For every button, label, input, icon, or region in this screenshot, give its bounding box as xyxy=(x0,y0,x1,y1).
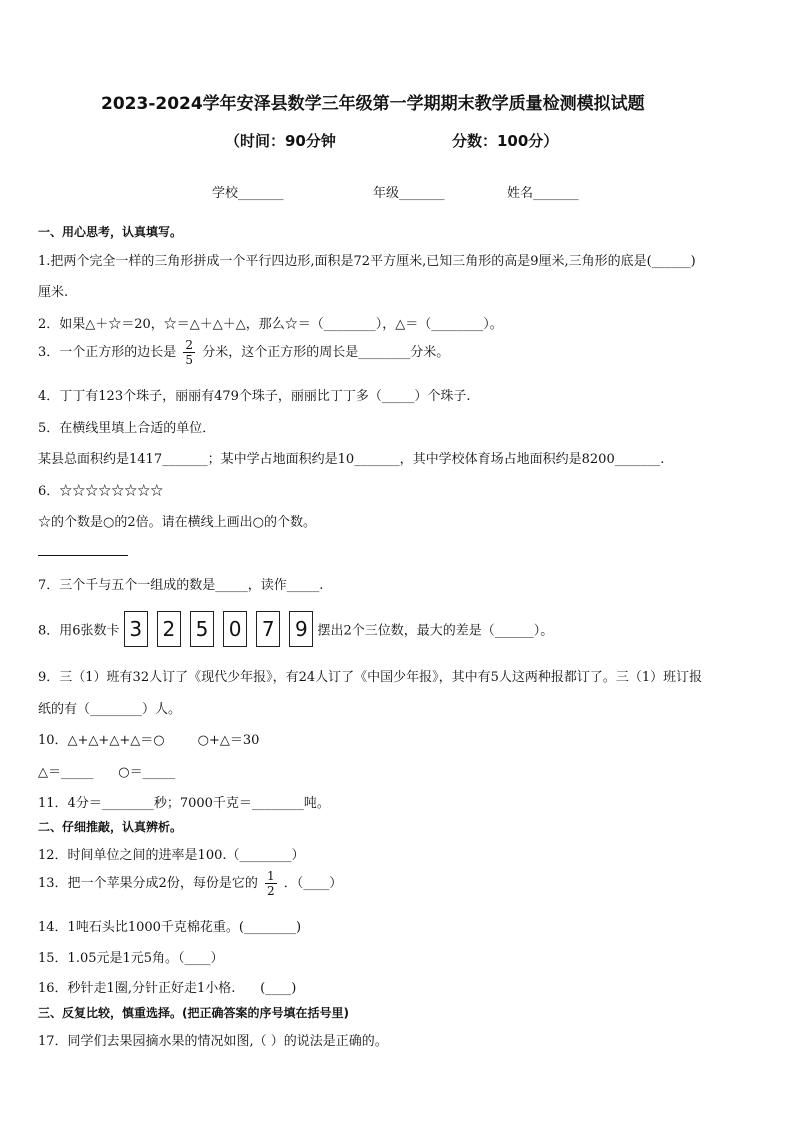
fraction-one-half xyxy=(265,869,277,898)
question-8-text-b: 摆出2个三位数，最大的差是（______）。 xyxy=(317,623,554,639)
digit-card: 5 xyxy=(190,611,214,647)
answer-line xyxy=(38,555,128,556)
score-label: 分数：100分） xyxy=(452,132,559,150)
question-16: 16．秒针走1圈,分针正好走1小格. (____) xyxy=(38,981,297,996)
fraction-two-fifths xyxy=(183,338,195,367)
digit-card: 9 xyxy=(289,611,313,647)
question-3-text-b: 分米，这个正方形的周长是________分米。 xyxy=(202,345,450,360)
question-10-line-2: △＝_____ ○＝_____ xyxy=(38,765,176,780)
question-3 xyxy=(38,338,449,367)
name-field: 姓名_______ xyxy=(507,186,579,201)
question-13 xyxy=(38,869,342,898)
question-13-text-a: 13．把一个苹果分成2份，每份是它的 xyxy=(38,876,258,891)
fraction-denominator: 5 xyxy=(185,353,194,367)
question-9-line-1: 9．三（1）班有32人订了《现代少年报》，有24人订了《中国少年报》，其中有5人这两种报都订了。三（1）班订报 xyxy=(38,670,703,685)
question-17: 17．同学们去果园摘水果的情况如图,（ ）的说法是正确的。 xyxy=(38,1034,388,1049)
grade-field: 年级_______ xyxy=(373,186,445,201)
section-2-heading: 二、仔细推敲，认真辨析。 xyxy=(38,820,183,834)
digit-card: 0 xyxy=(223,611,247,647)
question-7: 7．三个千与五个一组成的数是_____，读作_____. xyxy=(38,578,324,593)
question-10-line-1: 10．△+△+△+△＝○ ○+△＝30 xyxy=(38,733,260,748)
digit-card: 2 xyxy=(157,611,181,647)
question-9-line-2: 纸的有（________）人。 xyxy=(38,702,182,717)
section-1-heading: 一、用心思考，认真填写。 xyxy=(38,225,183,239)
question-8 xyxy=(38,611,553,647)
question-13-text-b: ．（____） xyxy=(283,876,343,891)
question-14: 14．1吨石头比1000千克棉花重。(________) xyxy=(38,920,302,935)
time-label: （时间：90分钟 xyxy=(225,132,336,150)
question-11: 11．4分＝________秒；7000千克＝________吨。 xyxy=(38,796,330,811)
section-3-heading: 三、反复比较，慎重选择。(把正确答案的序号填在括号里) xyxy=(38,1006,349,1020)
question-4: 4．丁丁有123个珠子，丽丽有479个珠子，丽丽比丁丁多（_____）个珠子. xyxy=(38,389,471,404)
question-12: 12．时间单位之间的进率是100.（________） xyxy=(38,848,305,863)
question-6-stars: 6．☆☆☆☆☆☆☆☆ xyxy=(38,484,164,499)
fraction-numerator: 1 xyxy=(266,869,275,883)
exam-title: 2023-2024学年安泽县数学三年级第一学期期末教学质量检测模拟试题 xyxy=(101,94,645,114)
question-2: 2．如果△＋☆＝20，☆＝△＋△＋△，那么☆＝（________），△＝（________）。 xyxy=(38,317,503,332)
fraction-numerator: 2 xyxy=(185,338,194,352)
question-5-line-2: 某县总面积约是1417_______；某中学占地面积约是10_______，其中学校体育场占地面积约是8200_______. xyxy=(38,452,665,467)
question-8-text-a: 8．用6张数卡 xyxy=(38,623,120,639)
question-5-line-1: 5．在横线里填上合适的单位． xyxy=(38,421,216,436)
digit-card: 3 xyxy=(124,611,148,647)
question-3-text-a: 3．一个正方形的边长是 xyxy=(38,345,177,360)
question-6-text: ☆的个数是○的2倍。请在横线上画出○的个数。 xyxy=(38,515,316,530)
school-field: 学校_______ xyxy=(212,186,284,201)
question-15: 15．1.05元是1元5角。（____） xyxy=(38,951,224,966)
fraction-denominator: 2 xyxy=(266,884,275,898)
question-1-line-1: 1.把两个完全一样的三角形拼成一个平行四边形,面积是72平方厘米,已知三角形的高是9厘米,三角形的底是(______) xyxy=(38,254,696,269)
question-1-line-2: 厘米. xyxy=(38,285,69,300)
digit-card: 7 xyxy=(256,611,280,647)
